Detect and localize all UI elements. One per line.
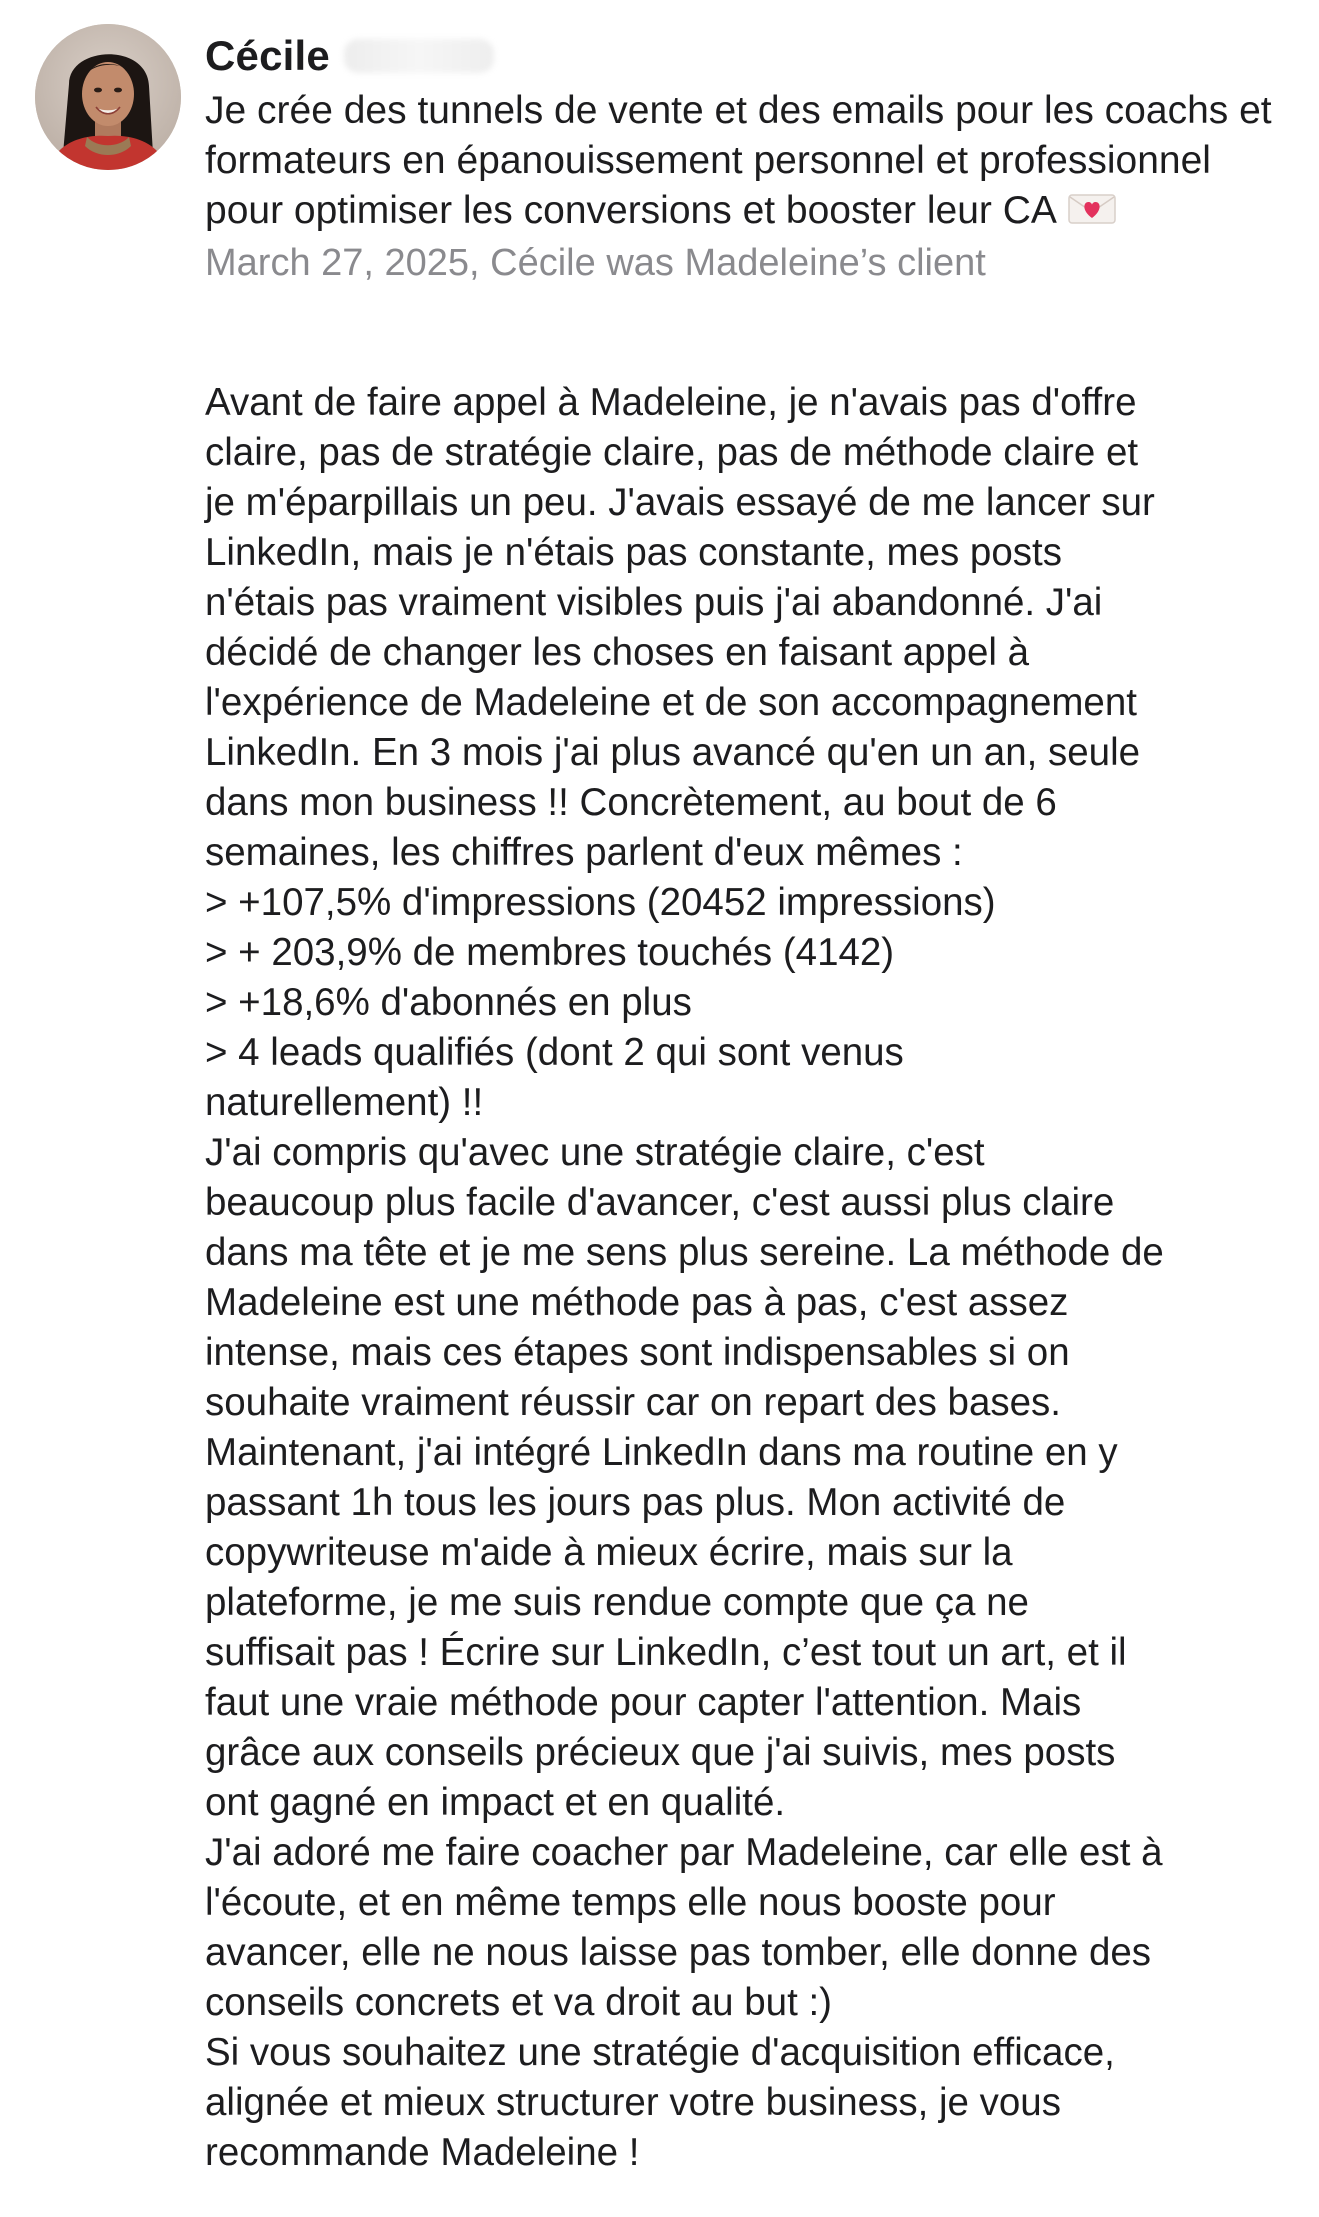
text-line: conseils concrets et va droit au but :) [205, 1981, 832, 2024]
text-line: copywriteuse m'aide à mieux écrire, mais sur la [205, 1531, 1013, 1574]
author-headline-text: Je crée des tunnels de vente et des emails pour les coachs et formateurs en épanouissement personnel et professionnel pour optimiser les conversions et booster leur CA [205, 89, 1272, 232]
text-line: faut une vraie méthode pour capter l'attention. Mais [205, 1681, 1082, 1724]
author-header [205, 28, 1295, 288]
text-line: J'ai adoré me faire coacher par Madeleine, car elle est à [205, 1831, 1163, 1874]
text-line: naturellement) !! [205, 1081, 484, 1124]
text-line: intense, mais ces étapes sont indispensables si on [205, 1331, 1070, 1374]
author-avatar[interactable] [35, 24, 181, 170]
text-line: passant 1h tous les jours pas plus. Mon activité de [205, 1481, 1066, 1524]
text-line: recommande Madeleine ! [205, 2131, 640, 2174]
profile-photo [35, 24, 181, 170]
text-line: n'étais pas vraiment visibles puis j'ai abandonné. J'ai [205, 581, 1103, 624]
redacted-last-name [344, 39, 494, 73]
text-line: semaines, les chiffres parlent d'eux mêmes : [205, 831, 963, 874]
stat-line: > +18,6% d'abonnés en plus [205, 981, 692, 1024]
text-line: Si vous souhaitez une stratégie d'acquisition efficace, [205, 2031, 1115, 2074]
text-line: ont gagné en impact et en qualité. [205, 1781, 786, 1824]
name-row [205, 28, 1295, 84]
text-line: plateforme, je me suis rendue compte que ça ne [205, 1581, 1029, 1624]
text-line: alignée et mieux structurer votre business, je vous [205, 2081, 1061, 2124]
text-line: dans mon business !! Concrètement, au bout de 6 [205, 781, 1057, 824]
text-line: dans ma tête et je me sens plus sereine. La méthode de [205, 1231, 1164, 1274]
stat-line: > 4 leads qualifiés (dont 2 qui sont venus [205, 1031, 904, 1074]
stat-line: > +107,5% d'impressions (20452 impressions) [205, 881, 996, 924]
heart-letter-icon [1067, 191, 1117, 227]
text-line: LinkedIn. En 3 mois j'ai plus avancé qu'en un an, seule [205, 731, 1141, 774]
text-line: souhaite vraiment réussir car on repart des bases. [205, 1381, 1061, 1424]
text-line: J'ai compris qu'avec une stratégie claire, c'est [205, 1131, 985, 1174]
text-line: décidé de changer les choses en faisant appel à [205, 631, 1030, 674]
author-headline [205, 86, 1295, 236]
text-line: avancer, elle ne nous laisse pas tomber, elle donne des [205, 1931, 1152, 1974]
recommendation-text [205, 378, 1300, 2178]
text-line: beaucoup plus facile d'avancer, c'est aussi plus claire [205, 1181, 1115, 1224]
text-line: je m'éparpillais un peu. J'avais essayé de me lancer sur [205, 481, 1155, 524]
author-name[interactable]: Cécile [205, 32, 330, 79]
text-line: LinkedIn, mais je n'étais pas constante, mes posts [205, 531, 1062, 574]
text-line: Madeleine est une méthode pas à pas, c'est assez [205, 1281, 1069, 1324]
text-line: claire, pas de stratégie claire, pas de méthode claire et [205, 431, 1139, 474]
text-line: grâce aux conseils précieux que j'ai suivis, mes posts [205, 1731, 1116, 1774]
recommendation-date: March 27, 2025, Cécile was Madeleine’s client [205, 242, 986, 284]
text-line: l'expérience de Madeleine et de son accompagnement [205, 681, 1137, 724]
text-line: Maintenant, j'ai intégré LinkedIn dans ma routine en y [205, 1431, 1118, 1474]
stat-line: > + 203,9% de membres touchés (4142) [205, 931, 895, 974]
text-line: Avant de faire appel à Madeleine, je n'avais pas d'offre [205, 381, 1137, 424]
text-line: l'écoute, et en même temps elle nous booste pour [205, 1881, 1056, 1924]
text-line: suffisait pas ! Écrire sur LinkedIn, c’est tout un art, et il [205, 1631, 1127, 1674]
